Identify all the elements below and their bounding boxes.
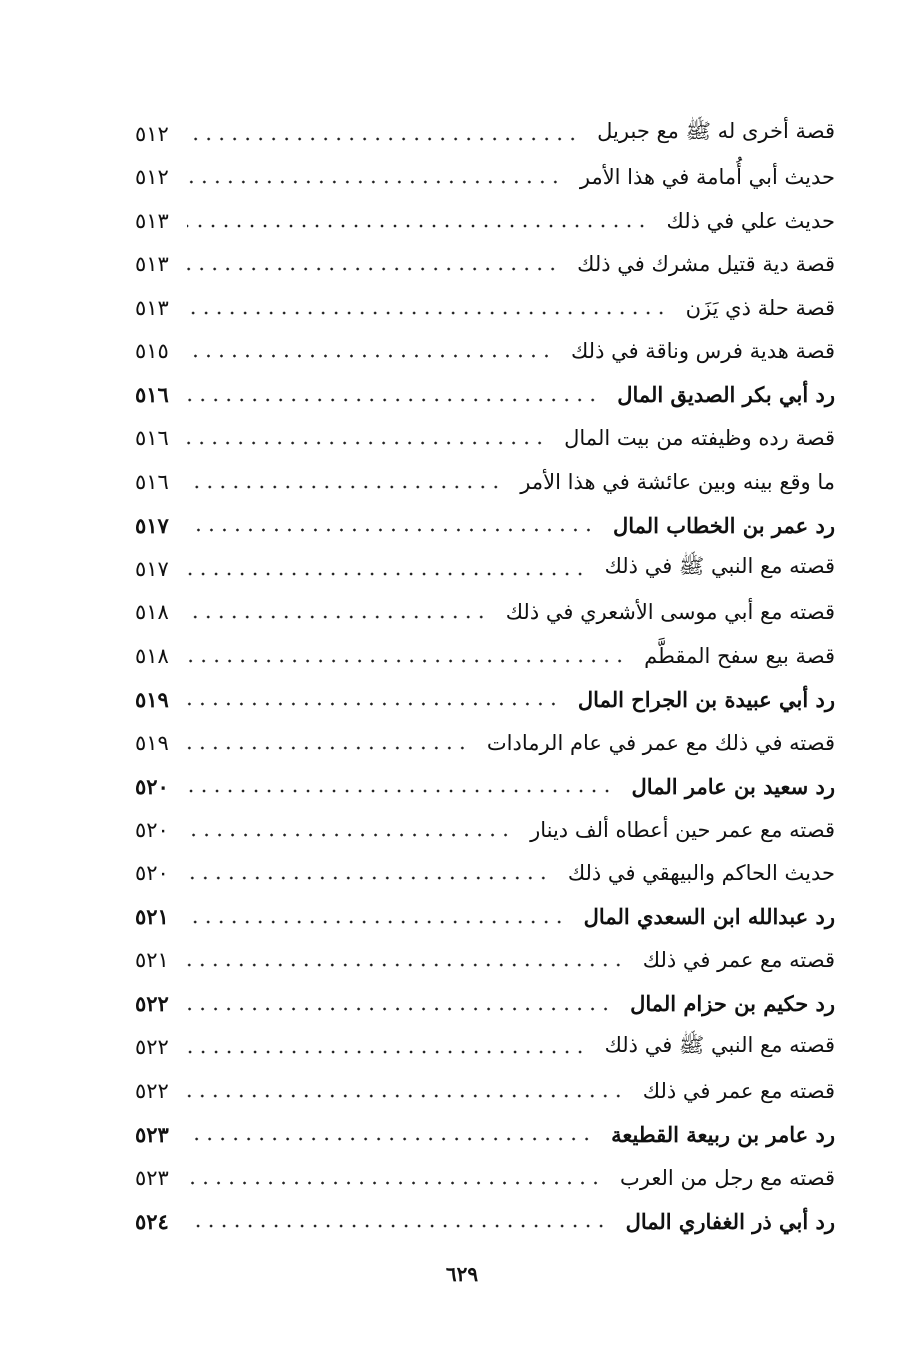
leader-dots: [187, 432, 546, 454]
toc-entry-page: ٥٢٣: [135, 1165, 169, 1190]
leader-dots: [187, 1041, 587, 1063]
toc-section-heading[interactable]: [135, 1200, 835, 1244]
toc-entry-page: ٥١٥: [135, 339, 169, 364]
toc-entry-title: رد أبي ذر الغفاري المال: [625, 1208, 835, 1234]
toc-entry-page: ٥٢٢: [135, 991, 169, 1017]
toc-section-heading[interactable]: [135, 678, 835, 722]
toc-entry[interactable]: [135, 199, 835, 243]
toc-section-heading[interactable]: [135, 765, 835, 809]
toc-entry-title: قصته مع عمر في ذلك: [642, 1078, 835, 1103]
toc-entry-title: حديث علي في ذلك: [666, 208, 835, 233]
toc-entry-page: ٥١٢: [135, 121, 169, 146]
leader-dots: [187, 1085, 625, 1107]
leader-dots: [187, 780, 614, 802]
toc-entry-page: ٥٢٣: [135, 1121, 169, 1147]
toc-entry-title: قصته مع رجل من العرب: [620, 1165, 835, 1190]
toc-entry-title: رد سعيد بن عامر المال: [631, 773, 835, 799]
toc-entry-title: قصته مع عمر في ذلك: [642, 948, 835, 973]
toc-entry-page: ٥٢٤: [135, 1208, 169, 1234]
leader-dots: [187, 998, 612, 1020]
toc-entry-title: قصة رده وظيفته من بيت المال: [564, 426, 835, 451]
toc-section-heading[interactable]: [135, 895, 835, 939]
toc-entry-page: ٥١٦: [135, 382, 169, 408]
leader-dots: [187, 1128, 593, 1150]
toc-entry-title: قصته مع عمر حين أعطاه ألف دينار: [530, 817, 835, 842]
toc-entry-page: ٥٢٢: [135, 1078, 169, 1103]
toc-entry[interactable]: [135, 243, 835, 287]
leader-dots: [187, 606, 488, 628]
toc-entry-page: ٥٢٠: [135, 861, 169, 886]
leader-dots: [187, 215, 649, 237]
leader-dots: [187, 258, 559, 280]
toc-entry[interactable]: [135, 330, 835, 374]
toc-entry[interactable]: [135, 156, 835, 200]
toc-entry[interactable]: [135, 417, 835, 461]
toc-entry-page: ٥٢٢: [135, 1035, 169, 1060]
toc-entry-title: قصته مع أبي موسى الأشعري في ذلك: [505, 600, 835, 625]
toc-entry[interactable]: [135, 939, 835, 983]
toc-entry-title: قصة بيع سفح المقطَّم: [644, 643, 835, 668]
toc-entry-title: قصة هدية فرس وناقة في ذلك: [570, 339, 835, 364]
leader-dots: [187, 302, 668, 324]
leader-dots: [187, 911, 566, 933]
toc-entry-title: قصته مع النبي ﷺ في ذلك: [604, 1032, 835, 1057]
toc-entry-title: قصة حلة ذي يَزَن: [685, 295, 835, 320]
toc-entry-title: ما وقع بينه وبين عائشة في هذا الأمر: [520, 469, 835, 494]
toc-entry-title: رد عبدالله ابن السعدي المال: [583, 904, 835, 930]
toc-entry[interactable]: [135, 634, 835, 678]
table-of-contents: [135, 112, 835, 1243]
toc-entry-page: ٥١٨: [135, 600, 169, 625]
toc-entry-page: ٥١٩: [135, 730, 169, 755]
leader-dots: [187, 345, 553, 367]
toc-entry-page: ٥٢٠: [135, 817, 169, 842]
toc-section-heading[interactable]: [135, 504, 835, 548]
toc-entry-page: ٥١٦: [135, 426, 169, 451]
toc-entry-title: حديث أبي أُمامة في هذا الأمر: [579, 165, 835, 190]
toc-entry-page: ٥١٣: [135, 252, 169, 277]
page-number: ٦٢٩: [445, 1262, 479, 1286]
toc-entry[interactable]: [135, 1069, 835, 1113]
leader-dots: [187, 519, 595, 541]
toc-entry-title: رد أبي بكر الصديق المال: [617, 382, 835, 408]
toc-entry-page: ٥١٦: [135, 469, 169, 494]
toc-entry[interactable]: [135, 286, 835, 330]
toc-entry-page: ٥١٣: [135, 295, 169, 320]
toc-entry-title: قصة أخرى له ﷺ مع جبريل: [597, 119, 835, 144]
toc-entry-page: ٥٢٠: [135, 773, 169, 799]
toc-entry-title: قصة دية قتيل مشرك في ذلك: [577, 252, 835, 277]
toc-entry-title: رد عمر بن الخطاب المال: [612, 512, 835, 538]
toc-entry[interactable]: [135, 1026, 835, 1070]
toc-entry-page: ٥١٣: [135, 208, 169, 233]
toc-entry-page: ٥١٧: [135, 512, 169, 538]
toc-section-heading[interactable]: [135, 373, 835, 417]
leader-dots: [187, 1172, 602, 1194]
toc-entry[interactable]: [135, 852, 835, 896]
leader-dots: [187, 737, 469, 759]
toc-entry[interactable]: [135, 1156, 835, 1200]
leader-dots: [187, 824, 512, 846]
toc-entry[interactable]: [135, 112, 835, 156]
toc-entry-page: ٥١٧: [135, 556, 169, 581]
leader-dots: [187, 128, 579, 150]
toc-entry[interactable]: [135, 460, 835, 504]
leader-dots: [187, 389, 599, 411]
toc-entry-page: ٥١٢: [135, 165, 169, 190]
leader-dots: [187, 563, 587, 585]
toc-entry-title: قصته في ذلك مع عمر في عام الرمادات: [486, 730, 835, 755]
toc-entry-title: رد حكيم بن حزام المال: [630, 991, 835, 1017]
toc-entry-title: رد أبي عبيدة بن الجراح المال: [577, 686, 835, 712]
toc-section-heading[interactable]: [135, 982, 835, 1026]
toc-entry[interactable]: [135, 591, 835, 635]
toc-entry-page: ٥٢١: [135, 904, 169, 930]
toc-entry-title: قصته مع النبي ﷺ في ذلك: [604, 554, 835, 579]
toc-entry[interactable]: [135, 721, 835, 765]
leader-dots: [187, 867, 550, 889]
leader-dots: [187, 171, 562, 193]
toc-entry-page: ٥١٩: [135, 686, 169, 712]
toc-entry-page: ٥١٨: [135, 643, 169, 668]
leader-dots: [187, 476, 502, 498]
toc-entry[interactable]: [135, 547, 835, 591]
toc-entry-page: ٥٢١: [135, 948, 169, 973]
toc-entry[interactable]: [135, 808, 835, 852]
leader-dots: [187, 954, 625, 976]
toc-section-heading[interactable]: [135, 1113, 835, 1157]
leader-dots: [187, 1215, 608, 1237]
toc-entry-title: رد عامر بن ربيعة القطيعة: [611, 1121, 835, 1147]
toc-entry-title: حديث الحاكم والبيهقي في ذلك: [567, 861, 835, 886]
leader-dots: [187, 693, 560, 715]
leader-dots: [187, 650, 626, 672]
